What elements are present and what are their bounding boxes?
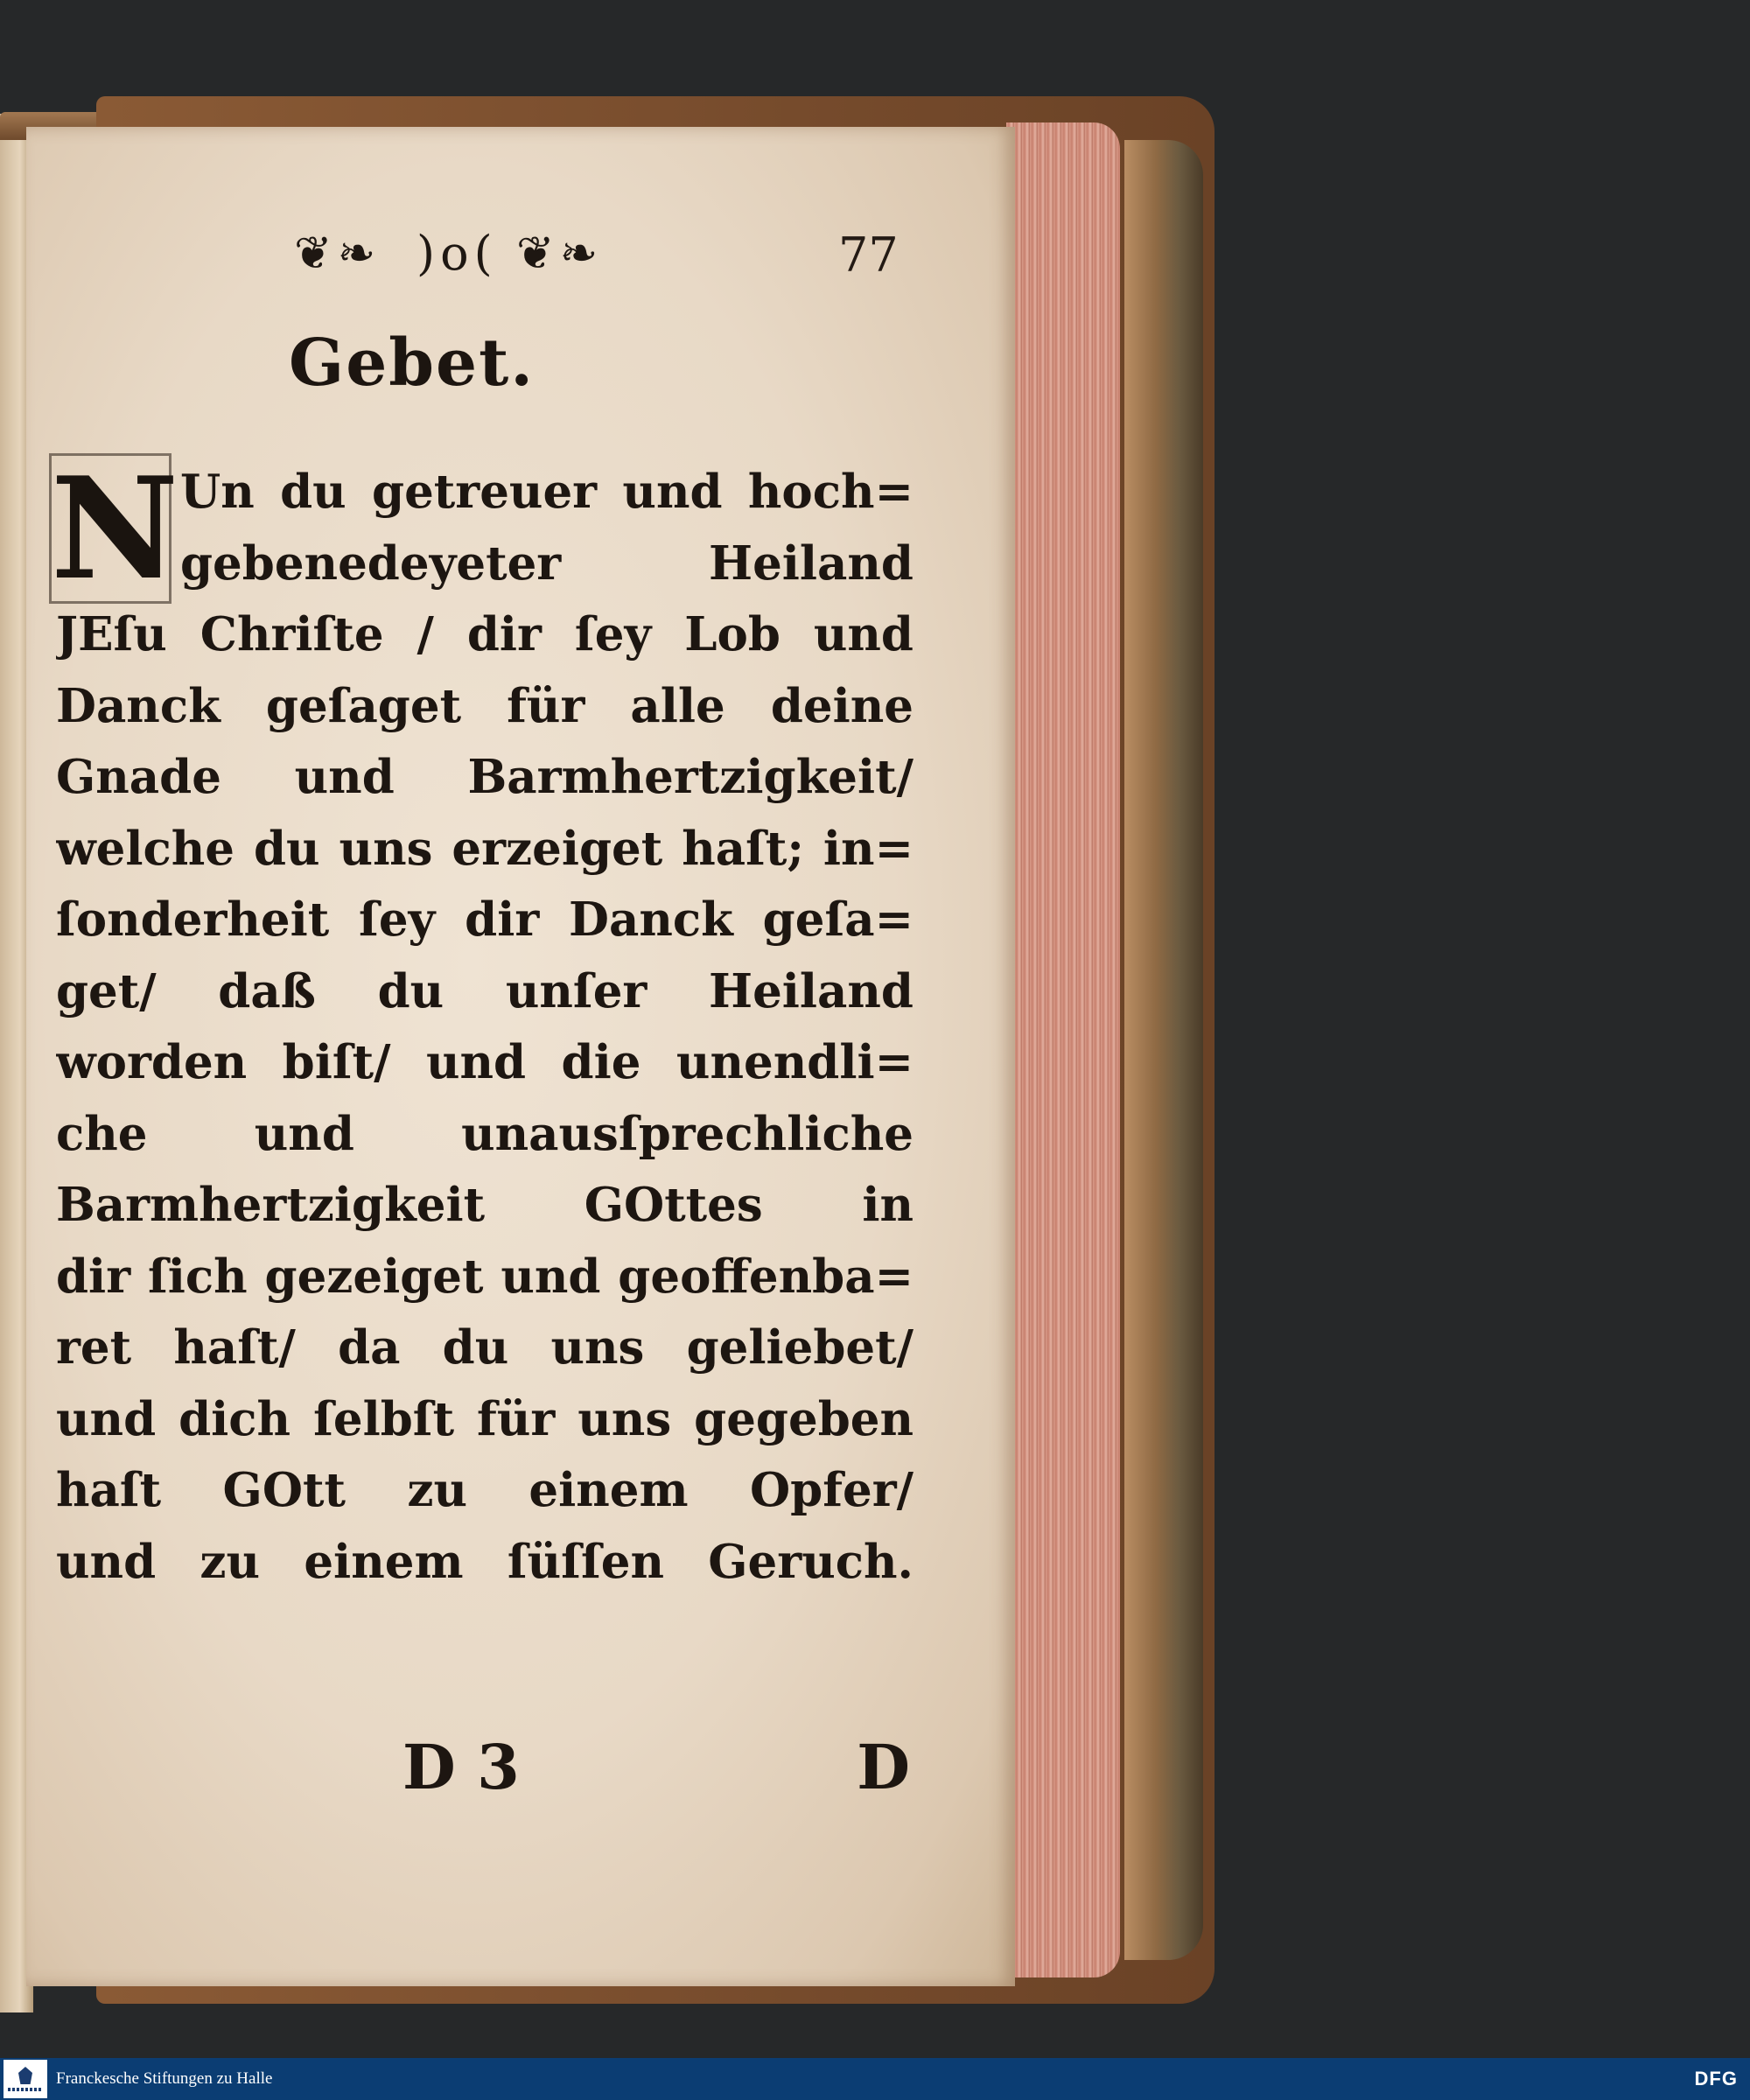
dfg-logo[interactable]: DFG — [1694, 2068, 1738, 2090]
text-line: Gnade und Barmhertzigkeit/ — [56, 750, 914, 804]
text-line: JEſu Chriſte / dir ſey Lob und — [56, 607, 914, 662]
text-line: ſonderheit ſey dir Danck geſa= — [56, 892, 914, 947]
text-line: Barmhertzigkeit GOttes in — [56, 1178, 914, 1232]
logo-wordmark-icon — [8, 2088, 43, 2091]
logo-emblem-icon — [18, 2067, 32, 2084]
page-number: 77 — [838, 228, 899, 283]
page-footer — [402, 1728, 919, 1807]
section-heading: Gebet. — [289, 326, 536, 401]
ornament-left-icon: ❦❧ — [294, 228, 382, 280]
text-line: Un du getreuer und hoch= — [180, 465, 914, 519]
institution-logo-icon[interactable] — [4, 2060, 47, 2098]
prayer-text — [56, 457, 914, 1598]
drop-cap: N — [51, 446, 179, 611]
text-line: gebenedeyeter Heiland — [180, 536, 914, 591]
text-line: Danck geſaget für alle deine — [56, 678, 914, 733]
text-line: und dich ſelbſt für uns gegeben — [56, 1391, 914, 1446]
ornament-center: )o( — [416, 226, 498, 281]
text-line: ret haſt/ da du uns geliebet/ — [56, 1320, 914, 1375]
ornament-right-icon: ❦❧ — [516, 228, 604, 280]
viewer-footer-bar — [0, 2058, 1750, 2100]
text-line: haſt GOtt zu einem Opfer/ — [56, 1463, 914, 1517]
text-line: che und unausſprechliche — [56, 1106, 914, 1161]
text-line: worden biſt/ und die unendli= — [56, 1035, 914, 1089]
book-fore-edge-cover — [1124, 140, 1203, 1960]
text-line: get/ daß du unſer Heiland — [56, 963, 914, 1018]
page-stack-edge — [1006, 122, 1120, 1978]
text-line: welche du uns erzeiget haſt; in= — [56, 821, 914, 876]
catchword: D — [857, 1731, 910, 1803]
signature-mark: D 3 — [402, 1731, 520, 1803]
text-line: und zu einem ſüſſen Geruch. — [56, 1534, 914, 1589]
running-header — [262, 223, 928, 284]
text-line: dir ſich gezeiget und geoffenba= — [56, 1249, 914, 1304]
institution-name[interactable]: Franckesche Stiftungen zu Halle — [56, 2069, 273, 2088]
